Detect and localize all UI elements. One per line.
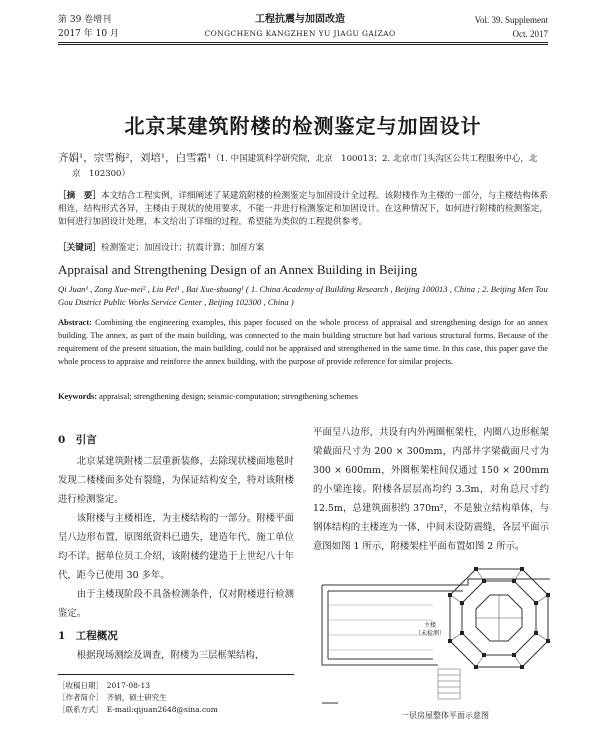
main-building-label-1: 主楼 <box>423 622 436 629</box>
author-affiliation-cont <box>72 166 562 181</box>
journal-date-en: Oct. 2017 <box>512 29 548 39</box>
section-0-heading: 0 引言 <box>58 434 97 446</box>
section-1-para-1-cont: 平面呈八边形，共设有内外两圈框架柱，内圈八边形框架梁截面尺寸为 200 × 300mm，内部井字梁截面尺寸为 300 × 600mm，外圈框架柱间仅通过 150 × 200mm 的小梁连接。附楼各层层高均约 3.3m，对角总尺寸约 12.5m，总建筑面积约 370m²，不是独立结构单体，与钢体结构的主楼连为一体，中间未设防震缝，各层平面示意图如图 1 所示，附楼架柱平面布置如图 2 所示。 <box>313 427 549 552</box>
paper-title: 北京某建筑附楼的检测鉴定与加固设计 <box>124 114 482 138</box>
stair <box>438 669 460 699</box>
english-title: Appraisal and Strengthening Design of an Annex Building in Beijing <box>58 262 418 277</box>
footnote-author: ［作者简介］ 齐娟，硕士研究生 <box>58 693 167 702</box>
cn-abstract-label: ［摘 要］ <box>58 191 101 201</box>
authors-block <box>58 151 548 166</box>
author-names: 齐娟¹，宗雪梅²，刘培¹，白雪霜¹ <box>58 152 212 164</box>
journal-name-pinyin: CONGCHENG KANGZHEN YU JIAGU GAIZAO <box>204 29 396 38</box>
footnote-contact: ［联系方式］ E-mail:qijuan2648@sina.com <box>58 705 218 714</box>
section-0-para-3: 由于主楼现阶段不具备检测条件，仅对附楼进行检测鉴定。 <box>58 589 294 619</box>
english-keywords-text: appraisal; strengthening design; seismic-computation; strengthening schemes <box>99 392 359 401</box>
cn-abstract-text: 本文结合工程实例，详细阐述了某建筑附楼的检测鉴定与加固设计全过程。该附楼作为主楼的一部分，与主楼结构体系相连，结构形式各异，主楼由于现状的使用要求，不能一并进行检测鉴定和加固设计。在这种情况下，如何进行附楼的检测鉴定，如何进行加固设计处理，本文给出了详细的过程，希望能为类似的工程提供参考。 <box>58 191 548 227</box>
cn-abstract <box>58 190 548 229</box>
english-keywords <box>58 392 548 401</box>
journal-date: 2017 年 10 月 <box>58 29 119 39</box>
section-0-para-1: 北京某建筑附楼二层重新装修，去除现状楼面地毯时发现二楼楼面多处有裂缝，为保证结构安全，特对该附楼进行检测鉴定。 <box>58 456 294 505</box>
english-keywords-label: Keywords: <box>58 392 98 401</box>
section-0-para-2: 该附楼与主楼相连，为主楼结构的一部分。附楼平面呈八边形布置，原图纸资料已遗失，建造年代、施工单位均不详。据单位员工介绍，该附楼约建造于上世纪八十年代，距今已使用 30 多年。 <box>58 513 294 581</box>
english-abstract-text: Combining the engineering examples, this paper focused on the whole process of appraisal and strengthening design for an annex building. The annex, as part of the main building, was connected to the main building structure but had various structural forms. Because of the requirement of the present situation, the main building, could not be appraised and strengthened in the same time. In this case, this paper gave the whole process to appraise and reinforce the annex building, with the purpose of provide reference for similar projects. <box>58 318 549 366</box>
affiliation-line2: 京 102300） <box>72 169 130 179</box>
cn-keywords <box>58 242 548 255</box>
main-building-label-2: （未检测） <box>414 630 445 637</box>
journal-volume-en: Vol. 39. Supplement <box>474 15 548 25</box>
main-building-label <box>400 622 460 638</box>
english-author-names: Qi Juan¹ , Zong Xue-mei² , Liu Pei¹ , Bai Xue-shuang¹ <box>58 284 244 294</box>
section-1-para-1: 根据现场测绘及调查，附楼为三层框架结构， <box>76 650 265 661</box>
cn-keywords-label: ［关键词］ <box>58 243 101 253</box>
cn-keywords-text: 检测鉴定；加固设计；抗震计算；加固方案 <box>100 243 265 253</box>
author-affiliation: （1. 中国建筑科学研究院，北京 100013；2. 北京市门头沟区公共工程服务中心，北 <box>211 154 538 164</box>
header-rule <box>58 42 548 43</box>
section-1-heading: 1 工程概况 <box>58 630 118 642</box>
english-affiliation: ( 1. China Academy of Building Research , Beijing 100013 , China ; 2. Beijing Men Tou Gou District Public Works Service Center , Beijing 102300 , China ) <box>58 284 548 307</box>
figure-caption: 一层房屋整体平面示意图 <box>401 711 489 720</box>
journal-volume: 第 39 卷增刊 <box>58 15 112 25</box>
footnote-received: ［收稿日期］ 2017-08-13 <box>58 681 150 690</box>
english-abstract-label: Abstract: <box>58 318 92 327</box>
header-rule-2 <box>58 44 548 45</box>
english-abstract <box>58 316 548 368</box>
english-authors <box>58 283 548 309</box>
footnote-rule <box>58 674 294 675</box>
journal-name: 工程抗震与加固改造 <box>255 14 345 25</box>
